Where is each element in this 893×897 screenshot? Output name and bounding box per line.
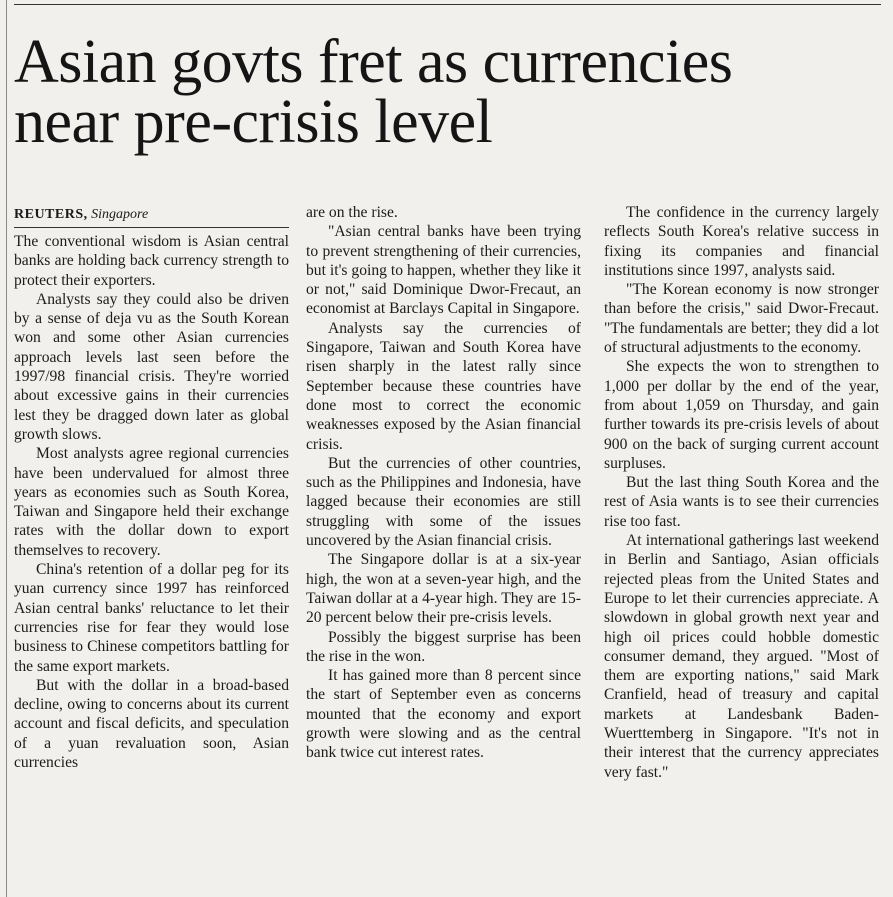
paragraph: But the last thing South Korea and the rest of Asia wants is to see their currencies rise too fast. — [604, 474, 879, 530]
paragraph-continued: are on the rise. — [306, 204, 398, 221]
paragraph: China's retention of a dollar peg for its yuan currency since 1997 has reinforced Asian central banks' reluctance to let their currencies rise for fear they would lose business to Chinese competitors battling for the same export markets. — [14, 561, 289, 675]
paragraph: At international gatherings last weekend in Berlin and Santiago, Asian officials rejected pleas from the United States and Europe to let their currencies appreciate. A slowdown in global growth next year and high oil prices could hobble domestic consumer demand, they argued. "Most of them are exporting nations," said Mark Cranfield, head of treasury and capital markets at Landesbank Baden-Wuerttemberg in Singapore. "It's not in their interest that the currency appreciates very fast." — [604, 532, 879, 781]
top-rule — [14, 4, 881, 5]
paragraph: But the currencies of other countries, such as the Philippines and Indonesia, have lagged because their economies are still struggling with some of the issues uncovered by the Asian financial crisis. — [306, 454, 581, 550]
paragraph: But with the dollar in a broad-based decline, owing to concerns about its current account and fiscal deficits, and speculation of a yuan revaluation soon, Asian currencies — [14, 676, 289, 772]
paragraph: "Asian central banks have been trying to prevent strengthening of their currencies, but it's going to happen, whether they like it or not," said Dominique Dwor-Frecaut, an economist at Barclays Capital in Singapore. — [306, 223, 581, 318]
paragraph: Possibly the biggest surprise has been the rise in the won. — [306, 628, 581, 665]
paragraph: The confidence in the currency largely reflects South Korea's relative success in fixing its companies and financial institutions since 1997, analysts said. — [604, 204, 879, 279]
paragraph: It has gained more than 8 percent since the start of September even as concerns mounted that the economy and export growth were slowing and as the central bank twice cut interest rates. — [306, 667, 581, 762]
paragraph: Analysts say the currencies of Singapore, Taiwan and South Korea have risen sharply in the latest rally since September because these countries have done most to correct the economic weaknesses exposed by the Asian financial crisis. — [306, 319, 581, 453]
paragraph: Most analysts agree regional currencies have been undervalued for almost three years as economies such as South Korea, Taiwan and Singapore held their exchange rates with the dollar down to export themselves to recovery. — [14, 445, 289, 559]
headline — [14, 28, 884, 156]
headline-line-1: Asian govts fret as currencies — [14, 28, 733, 96]
headline-line-2: near pre-crisis level — [14, 88, 493, 156]
paragraph: The conventional wisdom is Asian central banks are holding back currency strength to protect their exporters. — [14, 233, 289, 289]
paragraph: "The Korean economy is now stronger than before the crisis," said Dwor-Frecaut. "The fundamentals are better; they did a lot of structural adjustments to the economy. — [604, 281, 879, 357]
article-column-2 — [306, 203, 581, 763]
byline — [14, 203, 289, 228]
article-column-1 — [14, 203, 289, 772]
paragraph: The Singapore dollar is at a six-year high, the won at a seven-year high, and the Taiwan dollar at a 4-year high. They are 15-20 percent below their pre-crisis levels. — [306, 551, 581, 627]
paragraph: She expects the won to strengthen to 1,000 per dollar by the end of the year, from about 1,059 on Thursday, and gain further towards its pre-crisis levels of about 900 on the back of surging current account surpluses. — [604, 358, 879, 472]
paragraph: Analysts say they could also be driven by a sense of deja vu as the South Korean won and some other Asian currencies approach levels last seen before the 1997/98 financial crisis. They're worried about excessive gains in their currencies lest they be dragged down later as global growth slows. — [14, 290, 289, 443]
byline-agency: REUTERS, — [14, 207, 88, 222]
left-edge-rule — [6, 0, 7, 897]
byline-city: Singapore — [91, 207, 149, 222]
article-column-3 — [604, 203, 879, 782]
